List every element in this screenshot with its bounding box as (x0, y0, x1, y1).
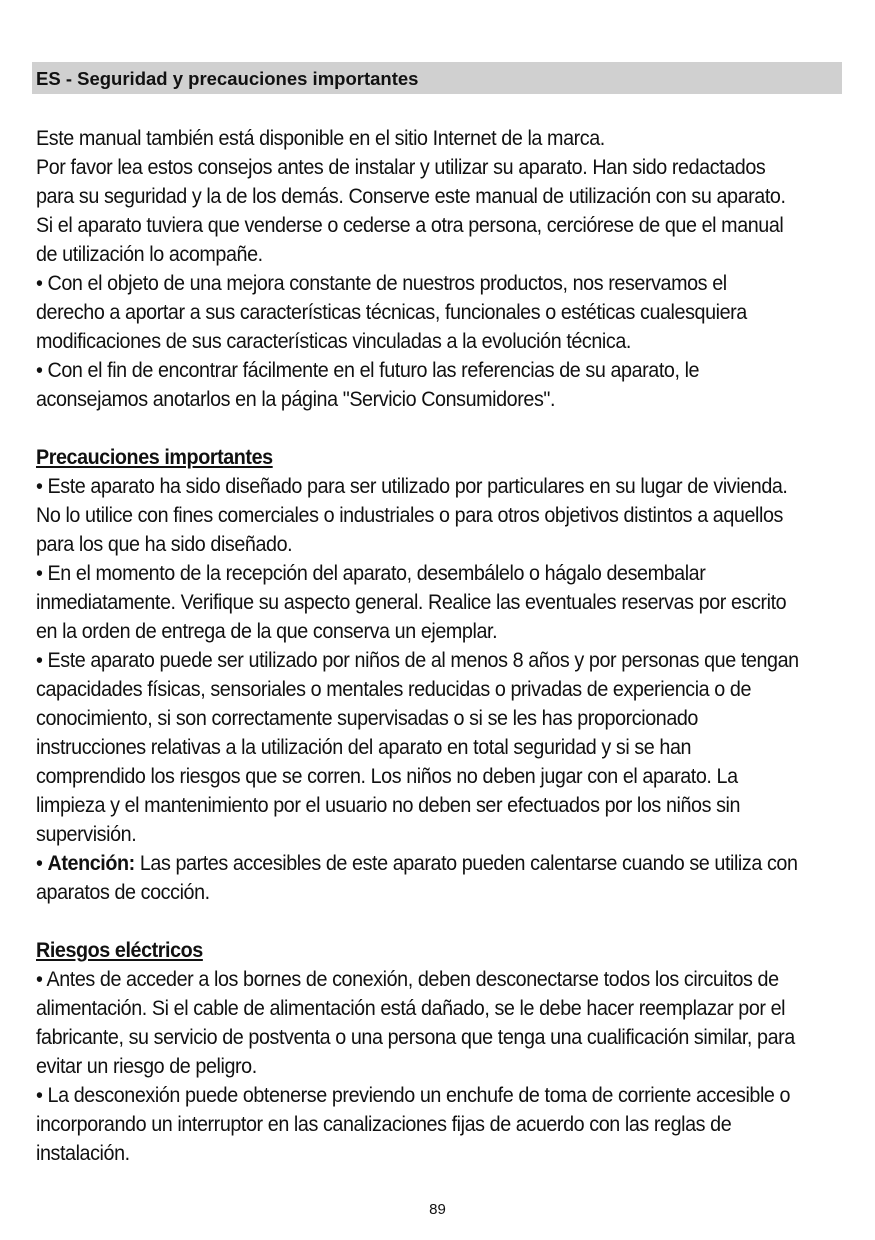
precautions-paragraph-1: • Este aparato ha sido diseñado para ser utilizado por particulares en su lugar de vivienda. No lo utilice con fines comerciales o industriales o para otros objetivos distintos a aquellos para los que ha sido diseñado. (36, 475, 788, 556)
attention-label: Atención: (47, 852, 135, 875)
electrical-paragraph-1: • Antes de acceder a los bornes de conexión, deben desconectarse todos los circuitos de alimentación. Si el cable de alimentación está dañado, se le debe hacer reemplazar por el fabricante, su servicio de postventa o una persona que tenga una cualificación similar, para evitar un riesgo de peligro. (36, 968, 795, 1078)
electrical-heading: Riesgos eléctricos (36, 939, 203, 962)
intro-paragraph-1: Este manual también está disponible en el sitio Internet de la marca. (36, 127, 605, 150)
intro-paragraph-2: Por favor lea estos consejos antes de instalar y utilizar su aparato. Han sido redactados para su seguridad y la de los demás. Conserve este manual de utilización con su aparato. Si el aparato tuviera que venderse o cederse a otra persona, cerciórese de que el manual de utilización lo acompañe. (36, 156, 786, 266)
spacer (36, 907, 799, 936)
intro-paragraph-4: • Con el fin de encontrar fácilmente en el futuro las referencias de su aparato, le aconsejamos anotarlos en la página "Servicio Consumidores". (36, 359, 700, 411)
section-title: ES - Seguridad y precauciones importantes (32, 62, 842, 94)
precautions-heading: Precauciones importantes (36, 446, 273, 469)
electrical-paragraph-2: • La desconexión puede obtenerse previendo un enchufe de toma de corriente accesible o incorporando un interruptor en las canalizaciones fijas de acuerdo con las reglas de instalación. (36, 1084, 791, 1165)
attention-paragraph (36, 849, 799, 907)
attention-text: Las partes accesibles de este aparato pueden calentarse cuando se utiliza con aparatos de cocción. (36, 852, 798, 904)
precautions-paragraph-2: • En el momento de la recepción del aparato, desembálelo o hágalo desembalar inmediatamente. Verifique su aspecto general. Realice las eventuales reservas por escrito en la orden de entrega de la que conserva un ejemplar. (36, 562, 787, 643)
precautions-paragraph-3: • Este aparato puede ser utilizado por niños de al menos 8 años y por personas que tengan capacidades físicas, sensoriales o mentales reducidas o privadas de experiencia o de conocimiento, si son correctamente supervisadas o si se les has proporcionado instrucciones relativas a la utilización del aparato en total seguridad y si se han comprendido los riesgos que se corren. Los niños no deben jugar con el aparato. La limpieza y el mantenimiento por el usuario no deben ser efectuados por los niños sin supervisión. (36, 649, 799, 846)
manual-content (36, 124, 799, 1168)
intro-paragraph-3: • Con el objeto de una mejora constante de nuestros productos, nos reservamos el derecho a aportar a sus características técnicas, funcionales o estéticas cualesquiera modificaciones de sus características vinculadas a la evolución técnica. (36, 272, 747, 353)
attention-bullet: • (36, 852, 48, 875)
spacer (36, 414, 799, 443)
page-number: 89 (429, 1201, 446, 1218)
